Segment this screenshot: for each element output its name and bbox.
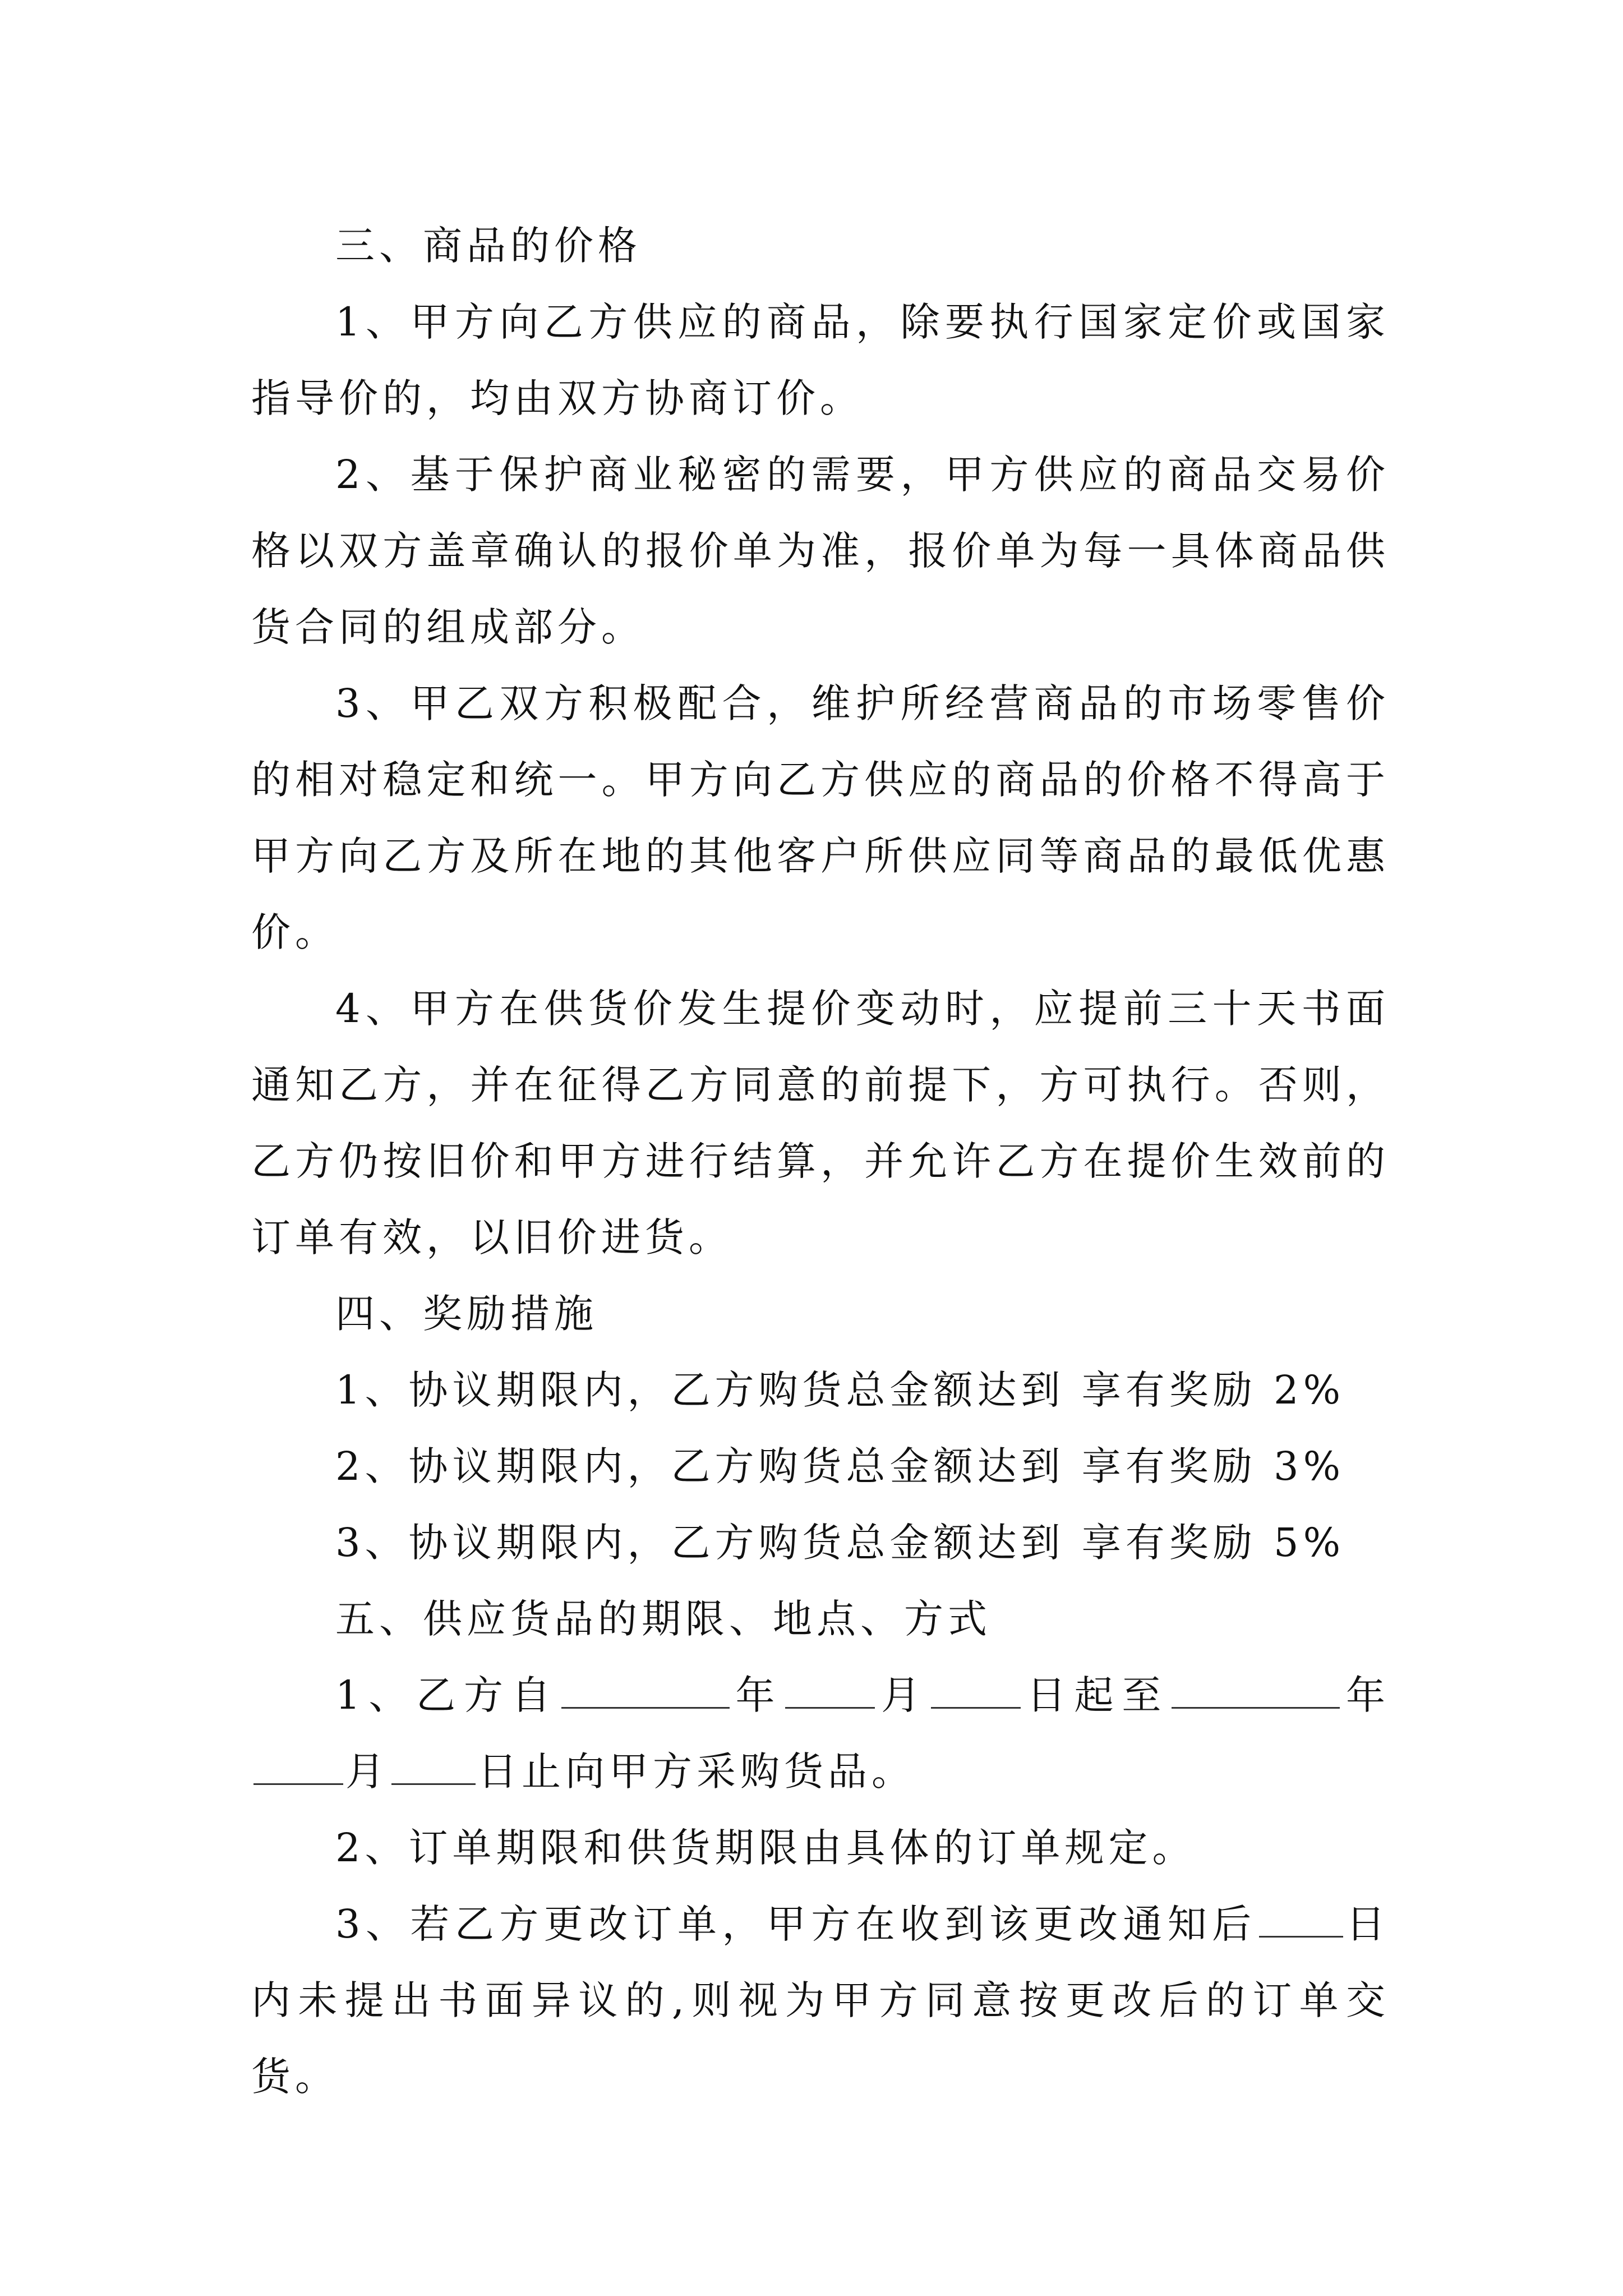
blank-objection-days [1259,1900,1343,1938]
supply-clause-1-prefix: 1、乙方自 [335,1672,559,1718]
price-clause-4: 4、甲方在供货价发生提价变动时，应提前三十天书面通知乙方，并在征得乙方同意的前提下，方可执行。否则，乙方仍按旧价和甲方进行结算，并允许乙方在提价生效前的订单有效，以旧价进货。 [251,986,1390,1260]
blank-end-month-part [253,1747,343,1785]
reward-clause-1: 1、协议期限内，乙方购货总金额达到 享有奖励 2% [335,1367,1345,1413]
label-year-1: 年 [731,1672,783,1718]
price-clause-3: 3、甲乙双方积极配合，维护所经营商品的市场零售价的相对稳定和统一。甲方向乙方供应的商品的价格不得高于甲方向乙方及所在地的其他客户所供应同等商品的最低优惠价。 [251,680,1390,955]
label-day-1: 日起至 [1022,1672,1170,1718]
blank-start-month [785,1671,875,1709]
label-month-1: 月 [877,1672,929,1718]
supply-clause-3-prefix: 3、若乙方更改订单，甲方在收到该更改通知后 [335,1901,1257,1947]
label-month-2: 月 [345,1749,389,1795]
section-heading-price: 三、商品的价格 [335,223,642,269]
blank-end-year [1172,1671,1340,1709]
section-heading-supply: 五、供应货品的期限、地点、方式 [335,1596,992,1642]
supply-clause-2: 2、订单期限和供货期限由具体的订单规定。 [335,1825,1196,1871]
reward-clause-3: 3、协议期限内，乙方购货总金额达到 享有奖励 5% [335,1520,1345,1566]
supply-clause-3-suffix: 日内未提出书面异议的,则视为甲方同意按更改后的订单交货。 [251,1901,1390,2100]
price-clause-1: 1、甲方向乙方供应的商品，除要执行国家定价或国家指导价的，均由双方协商订价。 [251,299,1390,421]
supply-clause-1-suffix: 日止向甲方采购货品。 [478,1749,915,1795]
price-clause-2: 2、基于保护商业秘密的需要，甲方供应的商品交易价格以双方盖章确认的报价单为准，报价单为每一具体商品供货合同的组成部分。 [251,452,1390,650]
blank-start-year [561,1671,730,1709]
reward-clause-2: 2、协议期限内，乙方购货总金额达到 享有奖励 3% [335,1443,1345,1489]
blank-start-day [931,1671,1021,1709]
blank-end-day [391,1747,476,1785]
document-body [251,208,1390,2115]
supply-clause-1 [251,1657,1390,1810]
supply-clause-3 [251,1886,1390,2115]
label-year-2: 年 [1342,1672,1390,1718]
section-heading-rewards: 四、奖励措施 [335,1291,598,1337]
